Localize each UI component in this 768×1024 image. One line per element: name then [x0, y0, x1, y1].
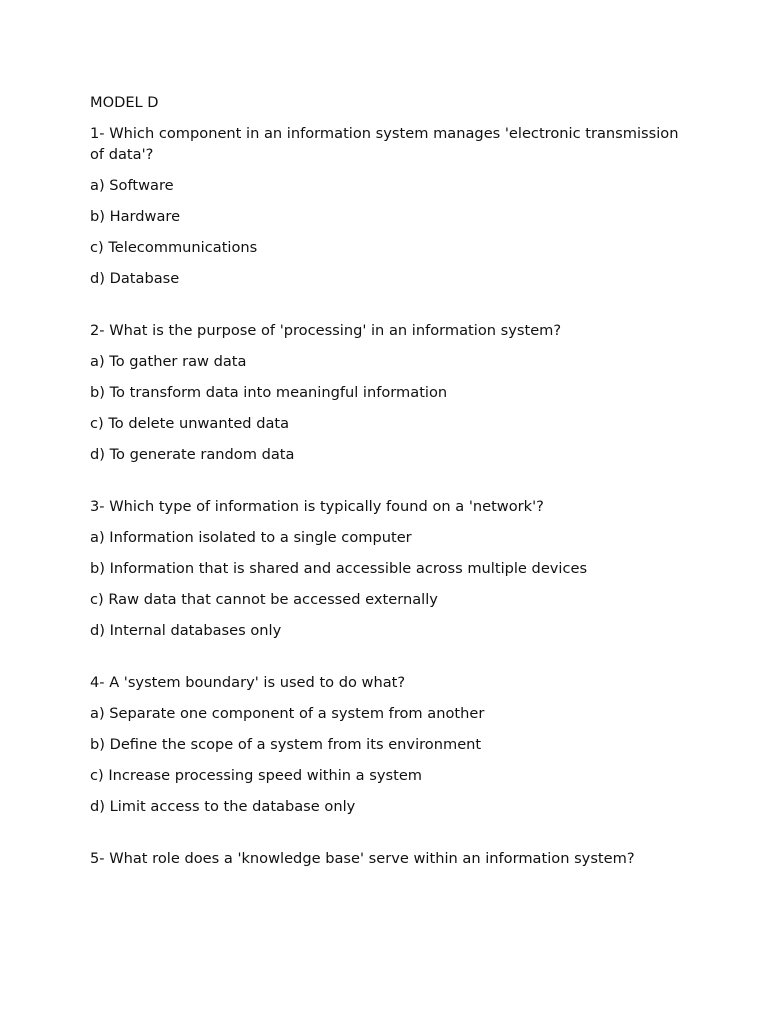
- question-5: [90, 848, 690, 869]
- option-d: d) To generate random data: [90, 446, 295, 463]
- option-d: d) Limit access to the database only: [90, 798, 356, 815]
- question-text: 5- What role does a 'knowledge base' serve within an information system?: [90, 850, 635, 867]
- document-title: MODEL D: [90, 94, 159, 111]
- option-a: a) Separate one component of a system from another: [90, 705, 485, 722]
- document-page: [90, 92, 690, 900]
- option-d: d) Internal databases only: [90, 622, 282, 639]
- question-text: 4- A 'system boundary' is used to do what?: [90, 674, 406, 691]
- question-3: [90, 496, 690, 641]
- option-a: a) To gather raw data: [90, 353, 247, 370]
- option-b: b) Information that is shared and accessible across multiple devices: [90, 560, 588, 577]
- option-c: c) To delete unwanted data: [90, 415, 290, 432]
- question-text: 2- What is the purpose of 'processing' in an information system?: [90, 322, 562, 339]
- option-c: c) Telecommunications: [90, 239, 258, 256]
- question-text: 3- Which type of information is typically found on a 'network'?: [90, 498, 544, 515]
- option-d: d) Database: [90, 270, 180, 287]
- question-1: [90, 123, 690, 289]
- option-c: c) Increase processing speed within a system: [90, 767, 423, 784]
- option-b: b) To transform data into meaningful information: [90, 384, 448, 401]
- option-b: b) Hardware: [90, 208, 181, 225]
- question-2: [90, 320, 690, 465]
- question-text: 1- Which component in an information system manages 'electronic transmission of data'?: [90, 125, 679, 163]
- option-a: a) Information isolated to a single computer: [90, 529, 412, 546]
- option-a: a) Software: [90, 177, 174, 194]
- option-c: c) Raw data that cannot be accessed externally: [90, 591, 438, 608]
- question-4: [90, 672, 690, 817]
- option-b: b) Define the scope of a system from its environment: [90, 736, 482, 753]
